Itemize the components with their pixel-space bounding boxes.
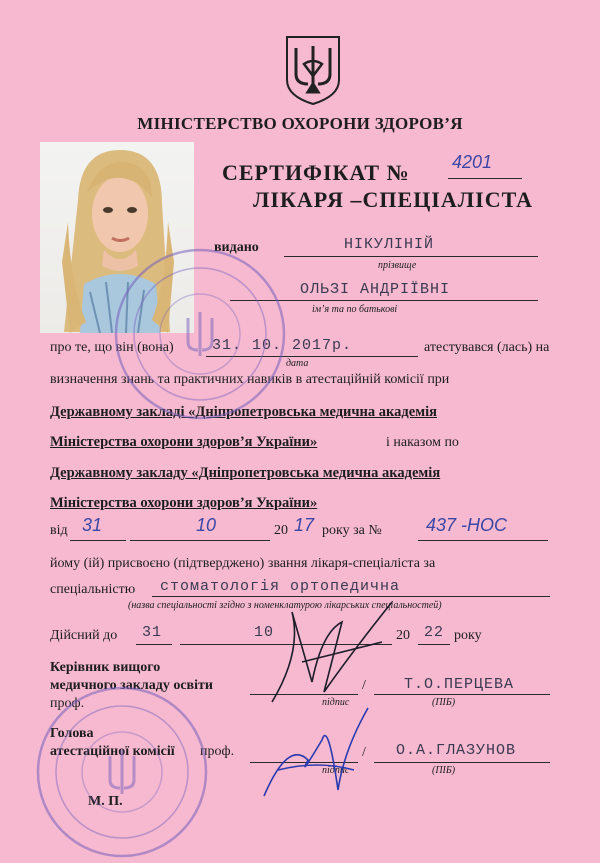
order-day: 31 bbox=[82, 515, 103, 535]
surname-caption: прізвище bbox=[378, 260, 417, 271]
institution-line2-tail: і наказом по bbox=[386, 435, 459, 450]
assigned-text: йому (ій) присвоєно (підтверджено) звання лікаря-спеціаліста за bbox=[50, 556, 436, 571]
speciality-label: спеціальністю bbox=[50, 582, 136, 597]
valid-month: 10 bbox=[254, 624, 275, 641]
head-commission-signature-caption: підпис bbox=[322, 765, 350, 776]
institution-line2: Міністерства охорони здоров’я України» bbox=[50, 434, 318, 450]
order-year-suffix: 17 bbox=[294, 515, 315, 535]
order-from-label: від bbox=[50, 523, 68, 538]
issued-label: видано bbox=[214, 240, 259, 255]
head-commission-label1: Голова bbox=[50, 726, 94, 741]
order-year-prefix: 20 bbox=[274, 523, 288, 538]
head-institution-name-caption: (ПІБ) bbox=[432, 697, 456, 708]
head-institution-signature-caption: підпис bbox=[322, 697, 350, 708]
valid-year-line bbox=[418, 644, 450, 645]
speciality-caption: (назва спеціальності згідно з номенклатурою лікарських спеціальностей) bbox=[128, 600, 442, 611]
attest-date-caption: дата bbox=[286, 358, 309, 369]
certificate-subtitle: ЛІКАРЯ –СПЕЦІАЛІСТА bbox=[253, 187, 534, 212]
valid-label: Дійсний до bbox=[50, 628, 118, 643]
attest-prefix: про те, що він (вона) bbox=[50, 340, 174, 355]
slash-separator: / bbox=[362, 678, 366, 693]
head-institution-name: Т.О.ПЕРЦЕВА bbox=[404, 676, 515, 693]
institution-line4: Міністерства охорони здоров’я України» bbox=[50, 495, 318, 511]
attest-date: 31. 10. 2017р. bbox=[212, 337, 353, 354]
head-commission-label2: атестаційної комісії bbox=[50, 744, 175, 759]
speciality-value: стоматологія ортопедична bbox=[160, 578, 401, 595]
valid-day-line bbox=[136, 644, 172, 645]
trident-emblem-icon bbox=[283, 34, 343, 106]
head-institution-prof: проф. bbox=[50, 696, 85, 711]
valid-year-prefix: 20 bbox=[396, 628, 410, 643]
institution-line1: Державному закладі «Дніпропетровська медична академія bbox=[50, 404, 437, 420]
signature-head-institution bbox=[262, 592, 402, 712]
order-number: 437 -НОС bbox=[426, 515, 508, 535]
name-value: ОЛЬЗІ АНДРІЇВНІ bbox=[300, 281, 451, 298]
head-institution-label2: медичного закладу освіти bbox=[50, 678, 213, 693]
order-month: 10 bbox=[196, 515, 217, 535]
valid-year-word: року bbox=[454, 628, 482, 643]
institution-line3: Державному закладу «Дніпропетровська медична академія bbox=[50, 465, 441, 481]
attest-line2: визначення знань та практичних навиків в атестаційній комісії при bbox=[50, 372, 450, 387]
head-commission-name-caption: (ПІБ) bbox=[432, 765, 456, 776]
ministry-heading: МІНІСТЕРСТВО ОХОРОНИ ЗДОРОВ’Я bbox=[137, 114, 463, 133]
seal-place-label: М. П. bbox=[88, 794, 123, 809]
surname-value: НІКУЛІНІЙ bbox=[344, 236, 435, 253]
surname-line bbox=[284, 256, 538, 257]
certificate-number: 4201 bbox=[452, 152, 493, 172]
number-underline bbox=[448, 178, 522, 179]
slash-separator: / bbox=[362, 745, 366, 760]
head-commission-name: О.А.ГЛАЗУНОВ bbox=[396, 742, 517, 759]
valid-day: 31 bbox=[142, 624, 163, 641]
order-year-word: року за № bbox=[322, 523, 382, 538]
order-month-line bbox=[130, 540, 270, 541]
order-number-line bbox=[418, 540, 548, 541]
head-commission-name-line bbox=[374, 762, 550, 763]
round-stamp-lower bbox=[34, 684, 210, 860]
certificate-title: СЕРТИФІКАТ № bbox=[222, 160, 410, 185]
attest-suffix: атестувався (лась) на bbox=[424, 340, 550, 355]
valid-year-suffix: 22 bbox=[424, 624, 445, 641]
head-institution-label1: Керівник вищого bbox=[50, 660, 161, 675]
order-day-line bbox=[70, 540, 126, 541]
name-caption: ім’я та по батькові bbox=[312, 304, 398, 315]
head-commission-prof: проф. bbox=[200, 744, 235, 759]
signature-head-commission bbox=[258, 700, 378, 810]
round-stamp-upper bbox=[112, 246, 288, 422]
